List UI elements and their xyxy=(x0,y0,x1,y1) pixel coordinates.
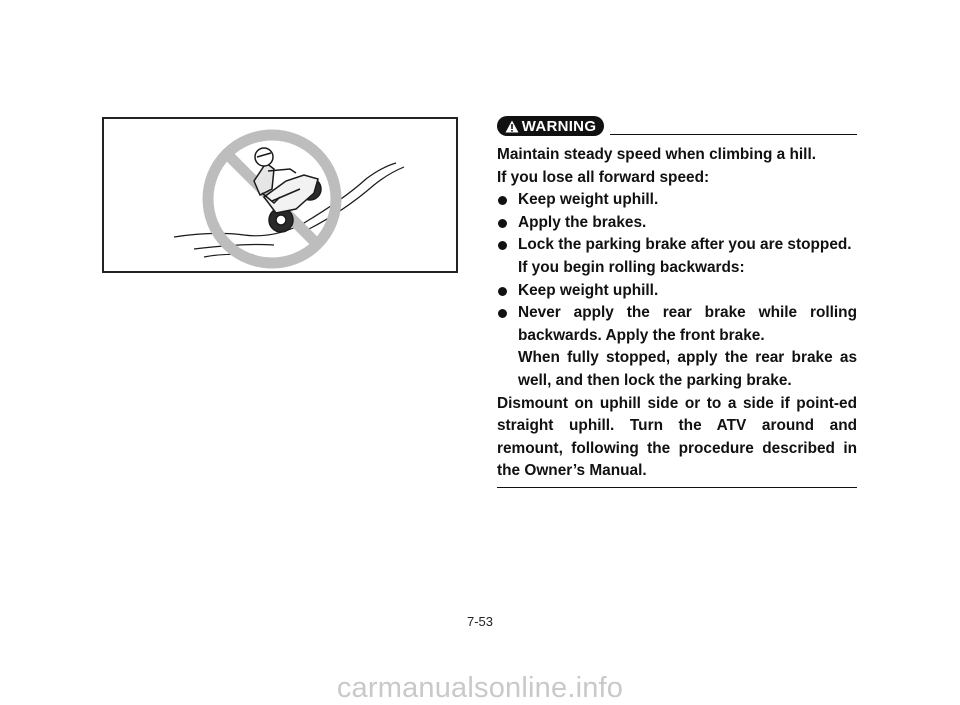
page-number: 7-53 xyxy=(466,614,494,629)
warning-section xyxy=(497,116,857,488)
warning-label: WARNING xyxy=(521,117,597,135)
warning-line: Maintain steady speed when climbing a hill. xyxy=(497,146,816,163)
warning-bullet: Never apply the rear brake while rolling backwards. Apply the front brake. xyxy=(497,302,857,347)
warning-indented-line: When fully stopped, apply the rear brake as well, and then lock the parking brake. xyxy=(518,349,857,389)
warning-bullet: Keep weight uphill. xyxy=(497,280,857,303)
warning-indented-line: If you begin rolling backwards: xyxy=(518,258,745,276)
warning-body xyxy=(497,144,857,483)
warning-bullet: Keep weight uphill. xyxy=(497,189,857,212)
illustration-frame xyxy=(102,117,458,273)
watermark-link[interactable]: carmanualsonline.info xyxy=(336,672,624,704)
warning-bullet: Apply the brakes. xyxy=(497,212,857,235)
warning-line: If you lose all forward speed: xyxy=(497,168,710,186)
warning-badge xyxy=(497,116,604,136)
warning-bullet: Lock the parking brake after you are stopped. xyxy=(497,234,857,257)
warning-line: Dismount on uphill side or to a side if point-ed straight uphill. Turn the ATV around and remount, following the procedure described in the Owner’s Manual. xyxy=(497,394,857,480)
warning-end-rule xyxy=(497,487,857,488)
warning-triangle-icon xyxy=(505,120,519,133)
prohibited-hill-climb-illustration xyxy=(104,119,456,271)
warning-header-rule xyxy=(610,134,857,135)
warning-header xyxy=(497,116,857,138)
